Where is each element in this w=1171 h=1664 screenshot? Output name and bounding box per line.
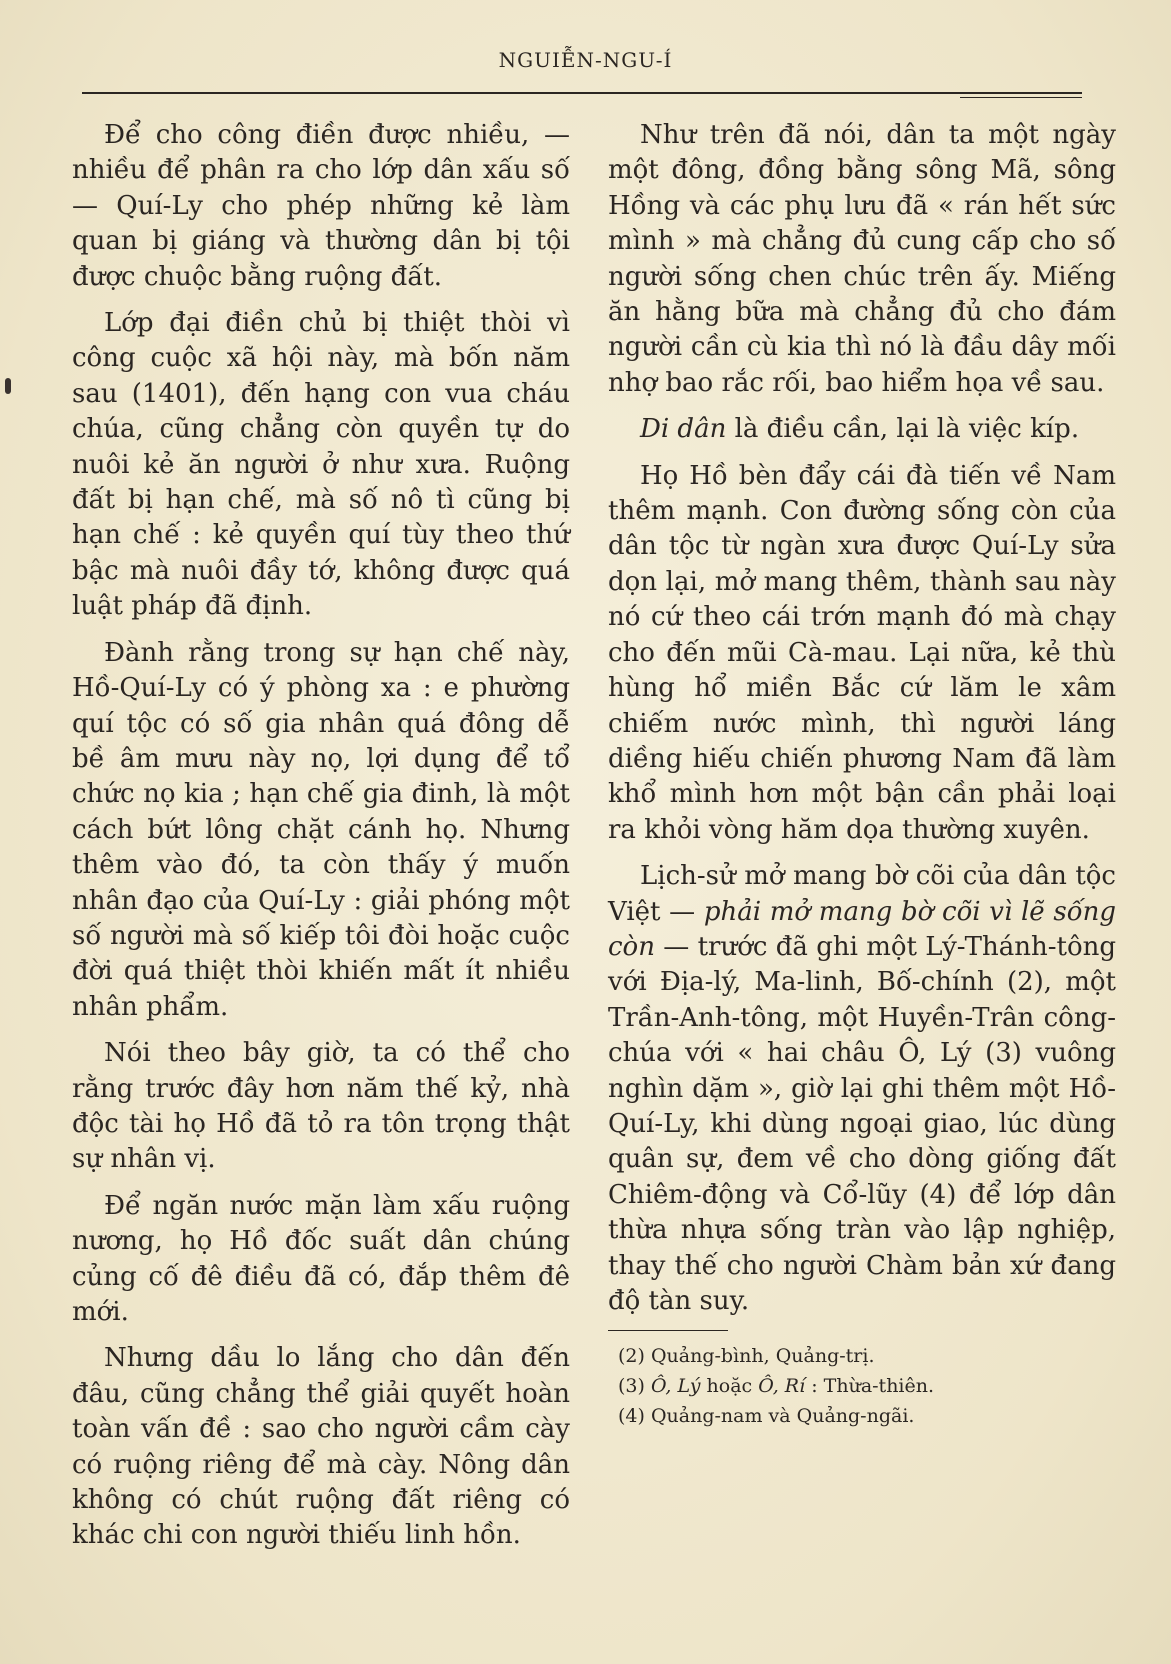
paragraph-text: là điều cần, lại là việc kíp. [726, 414, 1080, 445]
footnote-number: (3) [618, 1375, 651, 1398]
paragraph: Lớp đại điền chủ bị thiệt thòi vì công cuộc xã hội này, mà bốn năm sau (1401), đến hạng con vua cháu chúa, cũng chẳng còn quyền tự do nuôi kẻ ăn người ở như xưa. Ruộng đất bị hạn chế, mà số nô tì cũng bị hạn chế : kẻ quyền quí tùy theo thứ bậc mà nuôi đầy tớ, không được quá luật pháp đã định. [72, 308, 570, 622]
paragraph-text: Lịch-sử mở mang bờ cõi của dân tộc Việt — [608, 861, 1116, 927]
running-header: NGUIỄN-NGU-Í [498, 48, 673, 72]
footnote-italic: Ô, Rí [758, 1375, 806, 1398]
footnote-text: : Thừa-thiên. [805, 1375, 935, 1398]
paragraph: Để cho công điền được nhiều, — nhiều để phân ra cho lớp dân xấu số — Quí-Ly cho phép những kẻ làm quan bị giáng và thường dân bị tội được chuộc bằng ruộng đất. [72, 120, 570, 292]
footnote-3 [608, 1371, 1116, 1401]
paragraph [608, 412, 1116, 447]
paragraph-text: — trước đã ghi một Lý-Thánh-tông với Địa-lý, Ma-linh, Bố-chính (2), một Trần-Anh-tông, một Huyền-Trân công-chúa với « hai châu Ô, Lý (3) vuông nghìn dặm », giờ lại ghi thêm một Hồ-Quí-Ly, khi dùng ngoại giao, lúc dùng quân sự, đem về cho dòng giống đất Chiêm-động và Cổ-lũy (4) để lớp dân thừa nhựa sống tràn vào lập nghiệp, thay thế cho người Chàm bản xứ đang độ tàn suy. [608, 931, 1116, 1316]
footnote-text: hoặc [700, 1375, 759, 1398]
footnote-4: (4) Quảng-nam và Quảng-ngãi. [618, 1405, 915, 1428]
paragraph: Như trên đã nói, dân ta một ngày một đông, đồng bằng sông Mã, sông Hồng và các phụ lưu đã « rán hết sức mình » mà chẳng đủ cung cấp cho số người sống chen chúc trên ấy. Miếng ăn hằng bữa mà chẳng đủ cho đám người cần cù kia thì nó là đầu dây mối nhợ bao rắc rối, bao hiểm họa về sau. [608, 120, 1116, 398]
footnote-2: (2) Quảng-bình, Quảng-trị. [618, 1345, 875, 1368]
footnote-rule [608, 1330, 728, 1331]
paragraph: Để ngăn nước mặn làm xấu ruộng nương, họ Hồ đốc suất dân chúng củng cố đê điều đã có, đắp thêm đê mới. [72, 1190, 570, 1327]
footnote-italic: Ô, Lý [650, 1375, 701, 1398]
italic-phrase: phải mở mang bờ cõi vì lẽ sống còn [608, 896, 1116, 962]
paragraph: Họ Hồ bèn đẩy cái đà tiến về Nam thêm mạnh. Con đường sống còn của dân tộc từ ngàn xưa được Quí-Ly sửa dọn lại, mở mang thêm, thành sau này nó cứ theo cái trớn mạnh đó mà chạy cho đến mũi Cà-mau. Lại nữa, kẻ thù hùng hổ miền Bắc cứ lăm le xâm chiếm nước mình, thì người láng diềng hiếu chiến phương Nam đã làm khổ mình hơn một bận cần phải loại ra khỏi vòng hăm dọa thường xuyên. [608, 460, 1116, 845]
left-column [72, 118, 570, 1565]
header-rule [82, 92, 1082, 94]
header-rule-thin [960, 97, 1082, 98]
italic-term: Di dân [640, 414, 727, 445]
paragraph: Đành rằng trong sự hạn chế này, Hồ-Quí-Ly có ý phòng xa : e phường quí tộc có số gia nhân quá đông dễ bề âm mưu này nọ, lợi dụng để tổ chức nọ kia ; hạn chế gia đinh, là một cách bứt lông chặt cánh họ. Nhưng thêm vào đó, ta còn thấy ý muốn nhân đạo của Quí-Ly : giải phóng một số người mà số kiếp tôi đòi hoặc cuộc đời quá thiệt thòi khiến mất ít nhiều nhân phẩm. [72, 637, 570, 1022]
footnotes [608, 1341, 1116, 1431]
paragraph: Nhưng dầu lo lắng cho dân đến đâu, cũng chẳng thể giải quyết hoàn toàn vấn đề : sao cho người cầm cày có ruộng riêng để mà cày. Nông dân không có chút ruộng đất riêng có khác chi con người thiếu linh hồn. [72, 1343, 570, 1551]
paragraph: Nói theo bây giờ, ta có thể cho rằng trước đây hơn năm thế kỷ, nhà độc tài họ Hồ đã tỏ ra tôn trọng thật sự nhân vị. [72, 1038, 570, 1175]
right-column [608, 118, 1116, 1431]
paragraph [608, 859, 1116, 1319]
margin-mark [5, 378, 11, 394]
